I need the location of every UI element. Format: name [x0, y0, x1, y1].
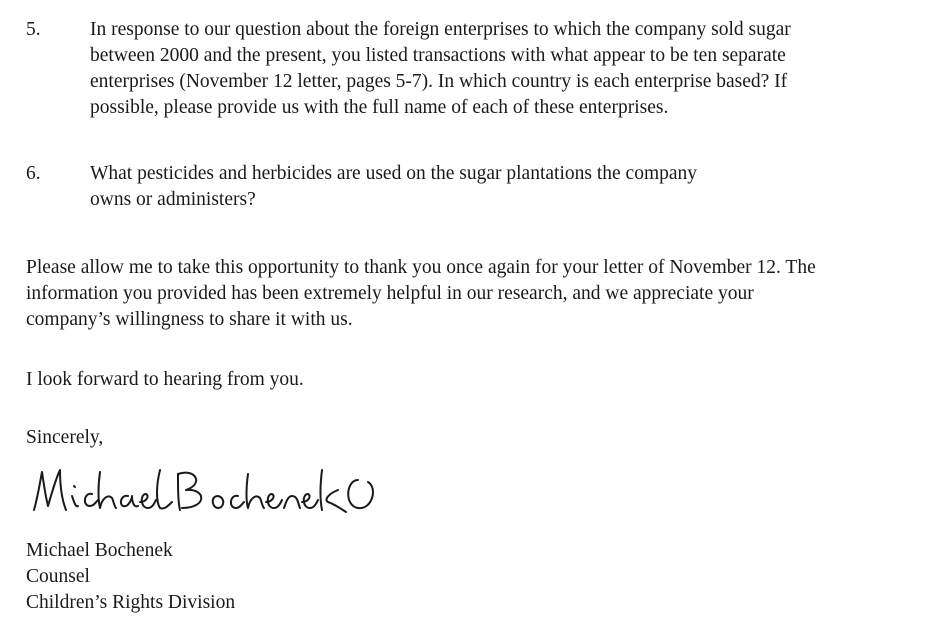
question-text: What pesticides and herbicides are used on the sugar plantations the company owns or administers? — [90, 163, 698, 210]
question-text: In response to our question about the foreign enterprises to which the company sold sugar between 2000 and the present, you listed transactions with what appear to be ten separate enterprises (November 12 letter, pages 5-7). In which country is each enterprise based? If possible, please provide us with the full name of each of these enterprises. — [90, 19, 791, 118]
handwritten-signature-icon — [28, 456, 388, 526]
question-number: 5. — [26, 19, 41, 40]
signature-block — [26, 538, 235, 616]
question-item-5 — [26, 17, 926, 127]
question-number: 6. — [26, 163, 41, 184]
question-item-6 — [26, 161, 926, 217]
signatory-division: Children’s Rights Division — [26, 592, 236, 613]
signatory-title: Counsel — [26, 566, 90, 587]
closing-remark: I look forward to hearing from you. — [26, 369, 304, 390]
valediction: Sincerely, — [26, 427, 104, 448]
thanks-paragraph: Please allow me to take this opportunity to thank you once again for your letter of November 12. The information you provided has been extremely helpful in our research, and we appreciate your company’s willingness to share it with us. — [26, 257, 816, 330]
signatory-name: Michael Bochenek — [26, 540, 173, 561]
